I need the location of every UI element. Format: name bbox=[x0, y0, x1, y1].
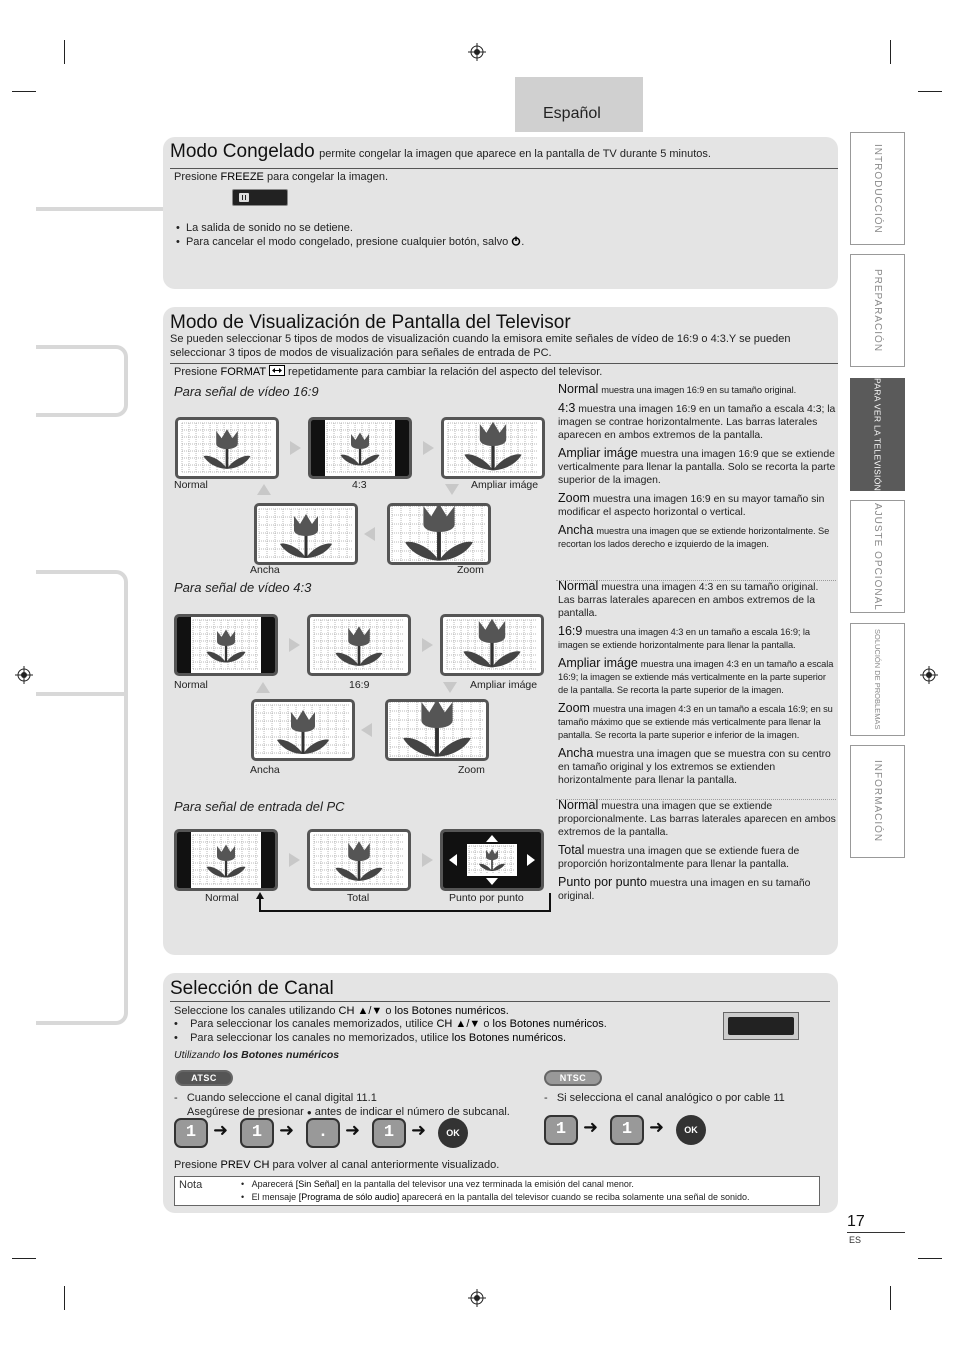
desc-169 bbox=[558, 383, 836, 556]
desc-text: muestra una imagen que se extiende horizontalmente. Se recortan los lados derecho e izquierdo de la imagen. bbox=[558, 526, 830, 549]
channel-title: Selección de Canal bbox=[170, 978, 334, 999]
arrow-right-icon bbox=[290, 441, 301, 455]
side-tab-label: INFORMACIÓN bbox=[872, 760, 883, 843]
text: o bbox=[385, 1005, 392, 1017]
label-43-zoom: Zoom bbox=[458, 764, 485, 776]
arrow-down-icon bbox=[443, 682, 457, 693]
text: para congelar la imagen. bbox=[266, 171, 389, 183]
divider bbox=[237, 1177, 238, 1205]
crop-mark bbox=[64, 1286, 65, 1310]
channel-panel bbox=[163, 973, 838, 1213]
note-item: • El mensaje [Programa de sólo audio] aparecerá en la pantalla del televisor cuando se reciba solamente una señal de sonido. bbox=[241, 1192, 750, 1202]
desc-item bbox=[558, 383, 836, 397]
text: en la pantalla del televisor una vez terminada la emisión del canal menor. bbox=[341, 1179, 634, 1189]
crop-mark bbox=[918, 91, 942, 92]
connector-line bbox=[36, 207, 164, 211]
text: - bbox=[544, 1092, 548, 1104]
arrow-right-icon: ➜ bbox=[649, 1117, 665, 1137]
display-title: Modo de Visualización de Pantalla del Televisor bbox=[170, 312, 571, 333]
thumb-pc-total bbox=[307, 829, 411, 891]
tulip-screen-icon bbox=[310, 617, 408, 673]
text: Utilizando bbox=[174, 1049, 221, 1061]
key-1[interactable]: 1 bbox=[610, 1115, 644, 1145]
label-pc-dot: Punto por punto bbox=[449, 892, 524, 904]
thumb-43-wide bbox=[251, 699, 355, 761]
side-tab-para-ver-la-television[interactable] bbox=[850, 378, 905, 491]
text: Para seleccionar los canales no memorizados, utilice bbox=[190, 1032, 449, 1044]
desc-text: muestra una imagen 16:9 en un tamaño a escala 4:3; la imagen se contrae horizontalmente. Las barras laterales aparecen en ambos extremos de la pantalla. bbox=[558, 404, 836, 441]
key-1[interactable]: 1 bbox=[372, 1118, 406, 1148]
freeze-press-line bbox=[174, 170, 388, 184]
channel-bullet2: • Para seleccionar los canales no memorizados, utilice los Botones numéricos. bbox=[174, 1032, 567, 1044]
list-item: • La salida de sonido no se detiene. bbox=[176, 222, 353, 234]
group-heading-pc: Para señal de entrada del PC bbox=[174, 799, 345, 814]
text: o bbox=[483, 1018, 490, 1030]
label-pc-total: Total bbox=[347, 892, 370, 904]
pause-icon bbox=[239, 193, 249, 202]
arrow-right-icon bbox=[422, 853, 433, 867]
ntsc-text bbox=[544, 1091, 785, 1105]
tulip-screen-icon bbox=[390, 506, 488, 562]
label-169-wide: Ancha bbox=[250, 564, 280, 576]
desc-term: 4:3 bbox=[558, 401, 576, 415]
desc-term: Ampliar imáge bbox=[558, 656, 638, 670]
desc-term: Normal bbox=[558, 579, 599, 593]
desc-term: Normal bbox=[558, 798, 599, 812]
crop-mark bbox=[890, 1286, 891, 1310]
desc-item bbox=[558, 580, 836, 620]
freeze-bullets bbox=[176, 221, 524, 249]
desc-43 bbox=[558, 580, 836, 792]
desc-item bbox=[558, 747, 836, 787]
side-tab-informacion[interactable] bbox=[850, 745, 905, 858]
registration-mark-icon bbox=[920, 666, 938, 684]
side-tab-introduccion[interactable] bbox=[850, 132, 905, 245]
tulip-screen-icon bbox=[443, 617, 541, 673]
bullet-text: La salida de sonido no se detiene. bbox=[185, 222, 353, 234]
text: Aparecerá bbox=[251, 1179, 294, 1189]
loop-arrow-icon bbox=[255, 891, 555, 915]
label-43-normal: Normal bbox=[174, 679, 208, 691]
arrow-down-icon bbox=[445, 484, 459, 495]
desc-item bbox=[558, 702, 836, 742]
arrow-right-icon bbox=[423, 441, 434, 455]
desc-text: muestra una imagen que se extiende proporcionalmente. Las barras laterales aparecen en ambos extremos de la pantalla. bbox=[558, 801, 836, 838]
atsc-line2 bbox=[174, 1105, 510, 1120]
format-press-line bbox=[174, 365, 602, 379]
divider bbox=[847, 1232, 905, 1233]
buttons-label: los Botones numéricos bbox=[223, 1049, 340, 1061]
ok-button[interactable]: OK bbox=[676, 1115, 706, 1145]
desc-item bbox=[558, 625, 836, 652]
thumb-pc-normal bbox=[174, 829, 278, 891]
divider bbox=[170, 168, 838, 169]
side-tab-ajuste-opcional[interactable] bbox=[850, 500, 905, 613]
desc-item bbox=[558, 447, 836, 487]
thumb-169-43 bbox=[308, 417, 412, 479]
label-169-43: 4:3 bbox=[352, 479, 367, 491]
desc-item bbox=[558, 402, 836, 442]
freeze-title: Modo Congelado bbox=[170, 141, 315, 162]
desc-term: Punto por punto bbox=[558, 875, 647, 889]
group-heading-169: Para señal de vídeo 16:9 bbox=[174, 384, 319, 399]
note-label: Nota bbox=[179, 1179, 203, 1191]
tulip-screen-icon bbox=[444, 420, 542, 476]
desc-text: muestra una imagen 16:9 que se extiende verticalmente para llenar la pantalla. Solo se recorta la parte superior de la imagen. bbox=[558, 449, 836, 486]
tulip-screen-icon bbox=[443, 832, 541, 888]
desc-pc bbox=[558, 799, 836, 908]
desc-term: Ancha bbox=[558, 523, 594, 537]
thumb-169-wide bbox=[254, 503, 358, 565]
arrow-right-icon: ➜ bbox=[345, 1120, 361, 1140]
channel-screen bbox=[723, 1012, 799, 1040]
side-tab-label: PREPARACIÓN bbox=[872, 268, 883, 353]
key-1[interactable]: 1 bbox=[544, 1115, 578, 1145]
bullet-text: Para cancelar el modo congelado, presione cualquier botón, salvo bbox=[185, 236, 509, 248]
crop-mark bbox=[890, 40, 891, 64]
tulip-screen-icon bbox=[310, 832, 408, 888]
label-pc-normal: Normal bbox=[205, 892, 239, 904]
using-line bbox=[174, 1049, 339, 1061]
label-43-169: 16:9 bbox=[349, 679, 370, 691]
registration-mark-icon bbox=[468, 43, 486, 61]
thumb-43-zoom bbox=[385, 699, 489, 761]
label-169-zoom: Zoom bbox=[457, 564, 484, 576]
tulip-screen-icon bbox=[177, 617, 275, 673]
thumb-pc-dot bbox=[440, 829, 544, 891]
ok-button[interactable]: OK bbox=[438, 1118, 468, 1148]
text: El mensaje bbox=[251, 1192, 297, 1202]
crop-mark bbox=[64, 40, 65, 64]
desc-text: muestra una imagen 16:9 en su tamaño original. bbox=[601, 385, 797, 395]
prev-ch-line bbox=[174, 1158, 499, 1172]
tulip-screen-icon bbox=[388, 702, 486, 758]
tulip-screen-icon bbox=[254, 702, 352, 758]
connector-line bbox=[36, 692, 128, 696]
note-item: • Aparecerá [Sin Señal] en la pantalla del televisor una vez terminada la emisión del canal menor. bbox=[241, 1179, 634, 1189]
arrow-up-icon bbox=[256, 682, 270, 693]
thumb-43-169 bbox=[307, 614, 411, 676]
tulip-screen-icon bbox=[178, 420, 276, 476]
desc-item bbox=[558, 492, 836, 519]
power-icon bbox=[511, 236, 521, 246]
side-tab-label: INTRODUCCIÓN bbox=[872, 143, 883, 234]
display-intro: Se pueden seleccionar 5 tipos de modos de visualización cuando la emisora emite señales de vídeo de 16:9 o 4:3.Y se pueden seleccionar 3 tipos de modos de visualización para señales de entrada de PC. bbox=[170, 333, 791, 359]
text: Asegúrese de presionar bbox=[187, 1106, 304, 1118]
dot-icon: ● bbox=[306, 1108, 312, 1117]
note-box bbox=[174, 1176, 820, 1206]
desc-term: Zoom bbox=[558, 491, 590, 505]
label-43-wide: Ancha bbox=[250, 764, 280, 776]
arrow-up-icon bbox=[257, 484, 271, 495]
thumb-43-normal bbox=[174, 614, 278, 676]
desc-text: muestra una imagen 4:3 en un tamaño a escala 16:9; en su tamaño máximo que se extiende más verticalmente para llenar la pantalla. Se recorta la parte superior e inferior de la imagen. bbox=[558, 704, 833, 740]
label-169-expand: Ampliar imáge bbox=[471, 479, 539, 491]
arrow-right-icon: ➜ bbox=[411, 1120, 427, 1140]
side-tab-preparacion[interactable] bbox=[850, 254, 905, 367]
desc-term: 16:9 bbox=[558, 624, 583, 638]
arrow-left-icon bbox=[364, 527, 375, 541]
atsc-line1 bbox=[174, 1091, 510, 1105]
side-tab-label: SOLUCIÓN DE PROBLEMAS bbox=[873, 629, 882, 730]
arrow-right-icon: ➜ bbox=[583, 1117, 599, 1137]
desc-text: muestra una imagen 16:9 en su mayor tamaño sin modificar el aspecto horizontal o vertical. bbox=[558, 494, 825, 518]
desc-text: muestra una imagen en su tamaño original. bbox=[558, 878, 811, 902]
text: Seleccione los canales utilizando bbox=[174, 1005, 336, 1017]
note-key: [Sin Señal] bbox=[295, 1179, 340, 1189]
thumb-169-zoom bbox=[387, 503, 491, 565]
desc-text: muestra una imagen 4:3 en un tamaño a escala 16:9; la imagen se extiende más verticalmente en la parte superior de la pantalla. Se recorta la parte superior de la imagen. bbox=[558, 659, 834, 695]
desc-text: muestra una imagen 4:3 en un tamaño a escala 16:9; la imagen se extiende horizontalmente para llenar la pantalla. bbox=[558, 627, 810, 650]
side-tab-label: AJUSTE OPCIONAL bbox=[872, 502, 883, 611]
buttons-label: los Botones numéricos. bbox=[394, 1005, 509, 1017]
desc-term: Zoom bbox=[558, 701, 590, 715]
arrow-right-icon bbox=[422, 638, 433, 652]
arrow-right-icon: ➜ bbox=[279, 1120, 295, 1140]
freeze-intro: permite congelar la imagen que aparece en la pantalla de TV durante 5 minutos. bbox=[319, 148, 711, 160]
display-mode-panel bbox=[163, 307, 838, 955]
crop-mark bbox=[12, 1258, 36, 1259]
format-icon bbox=[269, 365, 285, 376]
desc-text: muestra una imagen que se extiende fuera de proporción horizontalmente para llenar la pantalla. bbox=[558, 846, 800, 870]
divider bbox=[170, 1001, 830, 1002]
text: Si selecciona el canal analógico o por cable 11 bbox=[556, 1092, 785, 1104]
language-tab bbox=[515, 77, 643, 132]
freeze-screen-indicator bbox=[232, 189, 288, 206]
freeze-heading bbox=[170, 141, 711, 163]
desc-term: Total bbox=[558, 843, 585, 857]
connector-line bbox=[36, 570, 128, 1025]
text: Cuando seleccione el canal digital 11.1 bbox=[186, 1092, 377, 1104]
page-code: ES bbox=[849, 1235, 862, 1245]
desc-item bbox=[558, 524, 836, 551]
text: - bbox=[174, 1092, 178, 1104]
side-tab-label: PARA VER LA TELEVISIÓN bbox=[872, 377, 883, 492]
text: Para seleccionar los canales memorizados, utilice bbox=[190, 1018, 434, 1030]
arrow-right-icon bbox=[289, 853, 300, 867]
desc-item bbox=[558, 876, 836, 903]
desc-term: Ampliar imáge bbox=[558, 446, 638, 460]
text: repetidamente para cambiar la relación del aspecto del televisor. bbox=[288, 366, 603, 378]
note-lines bbox=[241, 1178, 750, 1204]
language-label: Español bbox=[543, 105, 601, 122]
arrow-right-icon bbox=[289, 638, 300, 652]
divider bbox=[170, 363, 838, 364]
tulip-screen-icon bbox=[177, 832, 275, 888]
list-item: • Para cancelar el modo congelado, presione cualquier botón, salvo . bbox=[176, 236, 525, 248]
page-number: 17 bbox=[847, 1213, 865, 1230]
format-key-label: FORMAT bbox=[220, 366, 266, 378]
arrow-left-icon bbox=[361, 723, 372, 737]
thumb-169-expand bbox=[441, 417, 545, 479]
desc-term: Normal bbox=[558, 382, 599, 396]
group-heading-43: Para señal de vídeo 4:3 bbox=[174, 580, 312, 595]
channel-bullet1: • Para seleccionar los canales memorizados, utilice CH ▲/▼ o los Botones numéricos. bbox=[174, 1018, 607, 1030]
buttons-label: los Botones numéricos. bbox=[451, 1032, 567, 1044]
ch-key-label: CH ▲/▼ bbox=[436, 1018, 481, 1030]
note-key: [Programa de sólo audio] bbox=[298, 1192, 400, 1202]
arrow-right-icon: ➜ bbox=[213, 1120, 229, 1140]
text: Presione bbox=[174, 1159, 218, 1171]
connector-line bbox=[36, 345, 128, 417]
text: . bbox=[603, 1018, 607, 1030]
tulip-screen-icon bbox=[257, 506, 355, 562]
key-dot[interactable]: . bbox=[306, 1118, 340, 1148]
desc-item bbox=[558, 799, 836, 839]
key-1[interactable]: 1 bbox=[240, 1118, 274, 1148]
channel-line1 bbox=[174, 1004, 509, 1018]
tulip-screen-icon bbox=[311, 420, 409, 476]
thumb-43-expand bbox=[440, 614, 544, 676]
text: antes de indicar el número de subcanal. bbox=[314, 1106, 510, 1118]
ntsc-badge: NTSC bbox=[544, 1070, 602, 1086]
crop-mark bbox=[918, 1258, 942, 1259]
text: Presione bbox=[174, 171, 218, 183]
thumb-169-normal bbox=[175, 417, 279, 479]
atsc-badge: ATSC bbox=[175, 1070, 233, 1086]
text: para volver al canal anteriormente visualizado. bbox=[272, 1159, 500, 1171]
prev-ch-key-label: PREV CH bbox=[220, 1159, 270, 1171]
text: aparecerá en la pantalla del televisor cuando se reciba solamente una señal de sonido. bbox=[401, 1192, 750, 1202]
desc-term: Ancha bbox=[558, 746, 594, 760]
freeze-panel bbox=[163, 137, 838, 289]
side-tab-solucion-de-problemas[interactable] bbox=[850, 623, 905, 736]
key-1[interactable]: 1 bbox=[174, 1118, 208, 1148]
label-169-normal: Normal bbox=[174, 479, 208, 491]
crop-mark bbox=[12, 91, 36, 92]
text: Presione bbox=[174, 366, 218, 378]
buttons-label: los Botones numéricos bbox=[492, 1018, 604, 1030]
desc-item bbox=[558, 844, 836, 871]
freeze-key-label: FREEZE bbox=[220, 171, 264, 183]
desc-text: muestra una imagen 4:3 en su tamaño original. Las barras laterales aparecen en ambos extremos de la pantalla. bbox=[558, 582, 819, 619]
ch-key-label: CH ▲/▼ bbox=[338, 1005, 383, 1017]
desc-item bbox=[558, 657, 836, 697]
label-43-expand: Ampliar imáge bbox=[470, 679, 538, 691]
registration-mark-icon bbox=[468, 1289, 486, 1307]
desc-text: muestra una imagen que se muestra con su centro en tamaño original y los extremos se extienden horizontalmente para llenar la pantalla. bbox=[558, 749, 831, 786]
atsc-text bbox=[174, 1091, 510, 1120]
registration-mark-icon bbox=[15, 666, 33, 684]
